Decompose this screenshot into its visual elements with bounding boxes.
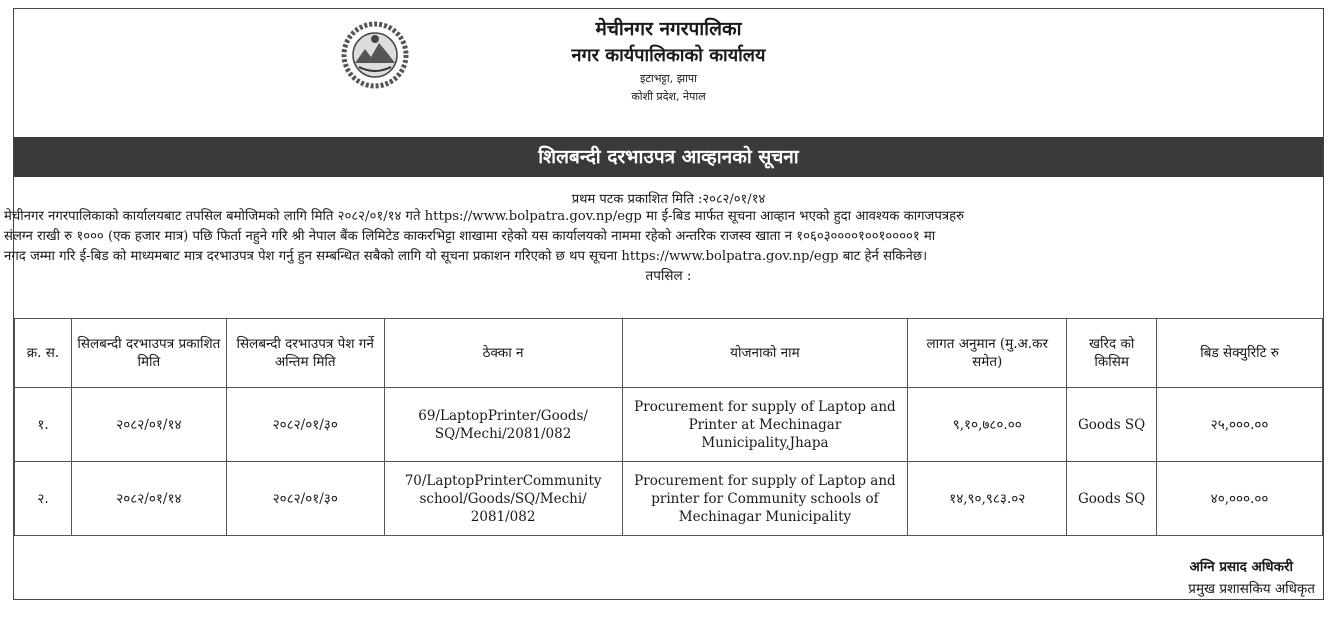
notice-body — [4, 207, 1323, 267]
notice-body-line: नगद जम्मा गरि ई-बिड को माध्यमबाट मात्र दरभाउपत्र पेश गर्नु हुन सम्बन्धित सबैको लागि यो सूचना प्रकाशन गरिएको छ थप सूचना https://www.bolpatra.gov.np/egp बाट हेर्न सकिनेछ। — [4, 249, 928, 264]
cell-project-name: Procurement for supply of Laptop and Printer at Mechinagar Municipality,Jhapa — [622, 388, 908, 462]
office-name: नगर कार्यपालिकाको कार्यालय — [571, 45, 766, 66]
tender-table — [14, 318, 1323, 536]
cell-procurement-type: Goods SQ — [1067, 462, 1157, 536]
office-address: इटाभट्टा, झापा — [639, 72, 697, 85]
notice-body-line: संलग्न राखी रु १००० (एक हजार मात्र) पछि फिर्ता नहुने गरि श्री नेपाल बैंक लिमिटेड काकरभिट्टा शाखामा रहेको यस कार्यालयको नाममा रहेको अन्तरिक राजस्व खाता न १०६०३००००१००१००००१ मा — [4, 229, 936, 244]
table-row — [15, 462, 1323, 536]
cell-bid-security: २५,०००.०० — [1157, 388, 1323, 462]
cell-cost-estimate: १४,९०,९८३.०२ — [908, 462, 1067, 536]
cell-deadline: २०८२/०१/३० — [226, 462, 384, 536]
table-header-row — [15, 319, 1323, 388]
cell-project-name: Procurement for supply of Laptop and printer for Community schools of Mechinagar Municipality — [622, 462, 908, 536]
office-province: कोशी प्रदेश, नेपाल — [631, 90, 706, 103]
col-header-contract-no: ठेक्का न — [384, 319, 622, 388]
col-header-bid-security: बिड सेक्युरिटि रु — [1157, 319, 1323, 388]
table-row — [15, 388, 1323, 462]
cell-cost-estimate: ९,१०,७८०.०० — [908, 388, 1067, 462]
col-header-cost-estimate: लागत अनुमान (मु.अ.कर समेत) — [908, 319, 1067, 388]
cell-bid-security: ४०,०००.०० — [1157, 462, 1323, 536]
notice-page — [4, 8, 1324, 600]
signatory-name: अग्नि प्रसाद अधिकरी — [1189, 559, 1293, 575]
signatory-title: प्रमुख प्रशासकिय अधिकृत — [1188, 581, 1315, 597]
municipality-name: मेचीनगर नगरपालिका — [595, 18, 742, 40]
cell-contract-no: 69/LaptopPrinter/Goods/ SQ/Mechi/2081/082 — [384, 388, 622, 462]
col-header-sn: क्र. स. — [15, 319, 72, 388]
col-header-procurement-type: खरिद को किसिम — [1067, 319, 1157, 388]
cell-deadline: २०८२/०१/३० — [226, 388, 384, 462]
cell-procurement-type: Goods SQ — [1067, 388, 1157, 462]
notice-title: शिलबन्दी दरभाउपत्र आव्हानको सूचना — [14, 137, 1323, 177]
publish-date: प्रथम पटक प्रकाशित मिति :२०८२/०१/१४ — [571, 192, 766, 207]
cell-publish-date: २०८२/०१/१४ — [71, 388, 226, 462]
schedule-label: तपसिल : — [645, 268, 692, 284]
cell-publish-date: २०८२/०१/१४ — [71, 462, 226, 536]
col-header-publish-date: सिलबन्दी दरभाउपत्र प्रकाशित मिति — [71, 319, 226, 388]
cell-contract-no: 70/LaptopPrinterCommunity school/Goods/SQ/Mechi/ 2081/082 — [384, 462, 622, 536]
cell-sn: २. — [15, 462, 72, 536]
notice-body-line: मेचीनगर नगरपालिकाको कार्यालयबाट तपसिल बमोजिमको लागि मिति २०८२/०१/१४ गते https://www.bolpatra.gov.np/egp मा ई-बिड मार्फत सूचना आव्हान भएको हुदा आवश्यक कागजपत्रहरु — [4, 209, 965, 224]
col-header-project-name: योजनाको नाम — [622, 319, 908, 388]
cell-sn: १. — [15, 388, 72, 462]
col-header-deadline: सिलबन्दी दरभाउपत्र पेश गर्ने अन्तिम मिति — [226, 319, 384, 388]
